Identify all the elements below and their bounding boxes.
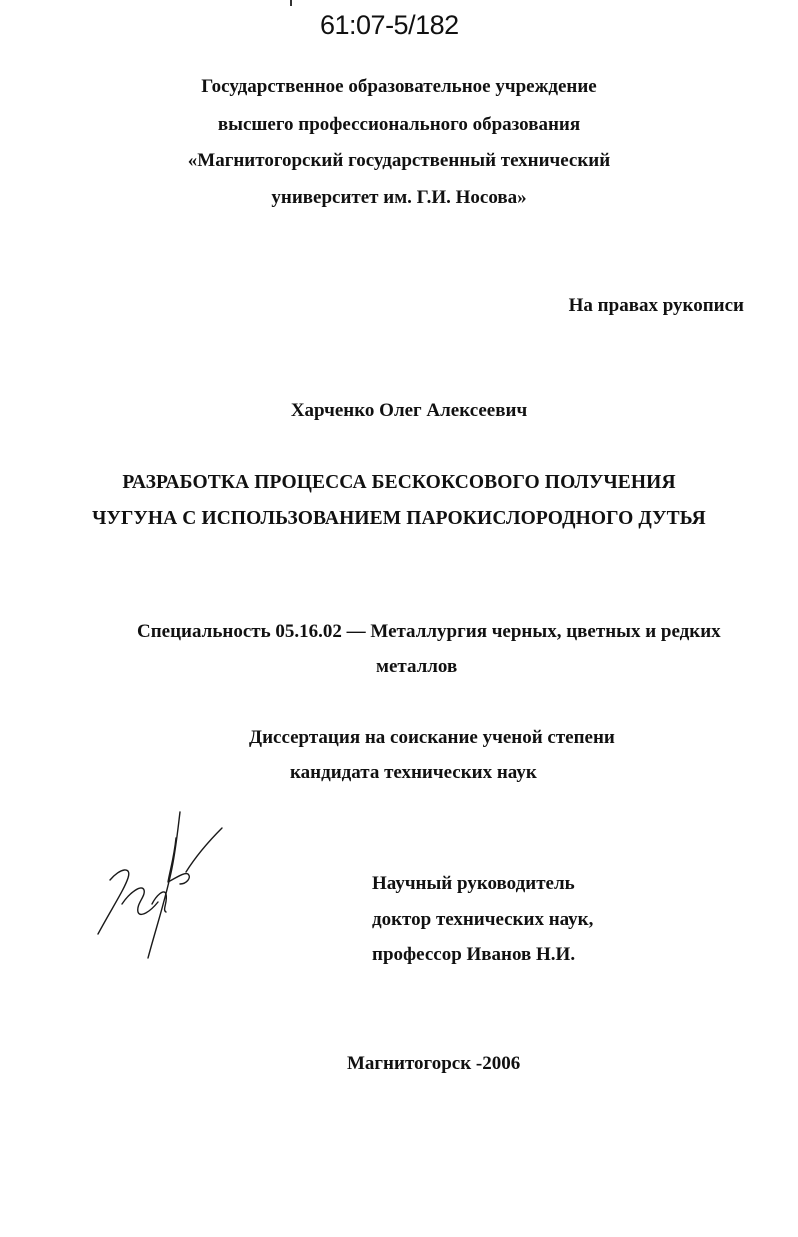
- specialty-line-1: Специальность 05.16.02 — Металлургия черных, цветных и редких: [137, 621, 721, 642]
- institution-line-4: университет им. Г.И. Носова»: [271, 187, 527, 208]
- author-name: Харченко Олег Алексеевич: [290, 400, 528, 421]
- scan-artifact-mark: [290, 0, 292, 6]
- manuscript-rights: На правах рукописи: [568, 295, 744, 316]
- degree-line-1: Диссертация на соискание ученой степени: [249, 727, 615, 748]
- institution-line-2: высшего профессионального образования: [217, 114, 581, 135]
- supervisor-line-3: профессор Иванов Н.И.: [372, 944, 576, 965]
- registry-number: 61:07-5/182: [320, 10, 459, 40]
- supervisor-line-2: доктор технических наук,: [372, 909, 594, 930]
- institution-line-1: Государственное образовательное учреждение: [201, 76, 597, 97]
- degree-line-2: кандидата технических наук: [290, 762, 537, 783]
- dissertation-title-line-1: РАЗРАБОТКА ПРОЦЕССА БЕСКОКСОВОГО ПОЛУЧЕНИЯ: [122, 472, 676, 493]
- handwritten-signature-icon: [92, 808, 232, 968]
- specialty-line-2: металлов: [376, 656, 458, 677]
- institution-line-3: «Магнитогорский государственный технический: [187, 150, 611, 171]
- supervisor-line-1: Научный руководитель: [372, 873, 575, 894]
- footer-city-year: Магнитогорск -2006: [347, 1053, 521, 1074]
- dissertation-title-line-2: ЧУГУНА С ИСПОЛЬЗОВАНИЕМ ПАРОКИСЛОРОДНОГО ДУТЬЯ: [92, 508, 706, 529]
